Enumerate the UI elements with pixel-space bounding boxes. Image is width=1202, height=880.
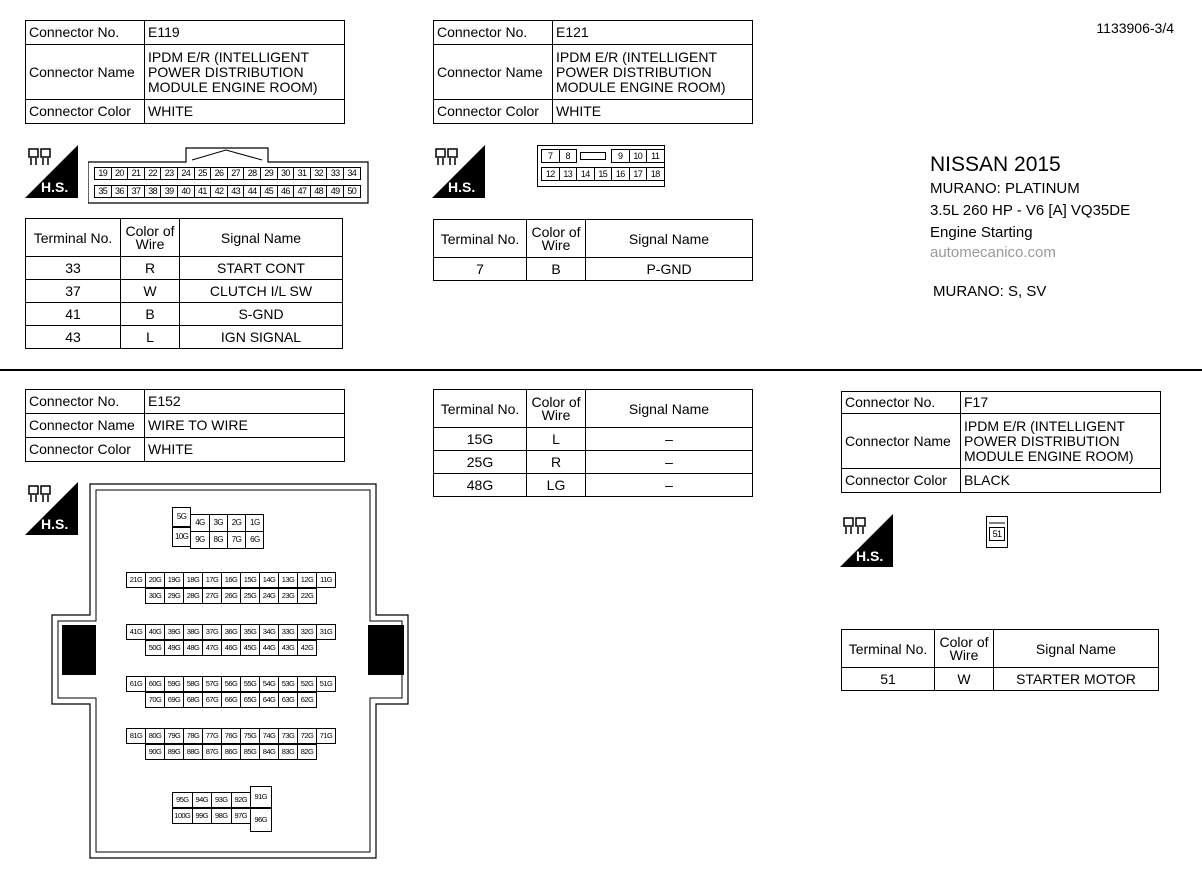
e119-terminal-table: Terminal No. Color of Wire Signal Name 33 R START CONT 37 W CLUTCH I/L SW 41 B S-GND 43 L IGN SIGNAL [25,218,343,349]
e119-connector-no: E119 [145,21,345,45]
site-name: automecanico.com [930,244,1056,261]
f17-connector-color: BLACK [961,469,1161,493]
connector-pin: 4G [190,514,209,532]
connector-pin: 29 [260,167,278,180]
table-row: 7 B P-GND [434,258,753,281]
table-row: 41 B S-GND [26,303,343,326]
connector-pin: 26G [221,588,241,604]
connector-pin: 83G [278,744,298,760]
connector-pin: 21G [126,572,146,588]
table-row: 48G LG – [434,474,753,497]
connector-pin: 34G [259,624,279,640]
connector-pin: 57G [202,676,222,692]
connector-pin: 8 [559,149,578,163]
connector-pin: 77G [202,728,222,744]
connector-pin: 27 [227,167,245,180]
connector-pin: 80G [145,728,165,744]
connector-pin: 11G [316,572,336,588]
connector-pin: 60G [145,676,165,692]
connector-pin: 62G [297,692,317,708]
connector-pin: 39G [164,624,184,640]
connector-pin: 75G [240,728,260,744]
connector-pin: 59G [164,676,184,692]
connector-pin: 24G [259,588,279,604]
connector-pin: 71G [316,728,336,744]
connector-pin: 69G [164,692,184,708]
connector-pin: 61G [126,676,146,692]
connector-pin: 33G [278,624,298,640]
connector-pin: 70G [145,692,165,708]
connector-pin: 17 [629,167,648,181]
connector-pin: 89G [164,744,184,760]
connector-pin: 100G [172,808,193,824]
connector-pin: 10G [172,527,191,547]
connector-pin: 46 [277,185,295,198]
connector-pin: 87G [202,744,222,760]
connector-pin: 16G [221,572,241,588]
connector-pin: 58G [183,676,203,692]
connector-pin: 10 [629,149,648,163]
connector-pin: 9 [611,149,630,163]
connector-pin: 90G [145,744,165,760]
connector-pin: 76G [221,728,241,744]
e121-terminal-table: Terminal No. Color of Wire Signal Name 7 B P-GND [433,219,753,281]
connector-pin: 88G [183,744,203,760]
e152-connector-no: E152 [145,390,345,414]
connector-pin: 40 [177,185,195,198]
connector-pin: 31G [316,624,336,640]
connector-pin: 34 [343,167,361,180]
e121-info-table: Connector No. E121 Connector Name IPDM E/R (INTELLIGENT POWER DISTRIBUTION MODULE ENGINE ROOM) Connector Color WHITE [433,20,753,124]
connector-pin: 43G [278,640,298,656]
connector-pin: 82G [297,744,317,760]
connector-pin: 30G [145,588,165,604]
connector-pin: 37G [202,624,222,640]
connector-pin: 73G [278,728,298,744]
connector-pin: 28 [243,167,261,180]
connector-pin: 12G [297,572,317,588]
connector-pin: 68G [183,692,203,708]
connector-pin: 38G [183,624,203,640]
connector-pin: 96G [250,808,272,832]
vehicle-variant: MURANO: S, SV [933,283,1047,300]
connector-pin: 46G [221,640,241,656]
connector-pin: 12 [541,167,560,181]
table-row: 43 L IGN SIGNAL [26,326,343,349]
connector-pin: 27G [202,588,222,604]
connector-pin: 32 [310,167,328,180]
connector-pin: 35G [240,624,260,640]
f17-info-table: Connector No. F17 Connector Name IPDM E/R (INTELLIGENT POWER DISTRIBUTION MODULE ENGINE ROOM) Connector Color BLACK [841,391,1161,493]
connector-pin: 23G [278,588,298,604]
connector-pin: 81G [126,728,146,744]
connector-pin: 84G [259,744,279,760]
connector-pin: 13 [559,167,578,181]
connector-pin: 41G [126,624,146,640]
connector-pin: 45 [260,185,278,198]
e152-harness-side-icon: H.S. [25,482,78,535]
vehicle-system: Engine Starting [930,224,1033,241]
connector-pin: 7 [541,149,560,163]
connector-pin: 26 [210,167,228,180]
connector-pin: 36 [111,185,129,198]
e119-harness-side-icon: H.S. [25,145,78,198]
connector-pin: 2G [227,514,246,532]
vehicle-model: MURANO: PLATINUM [930,180,1080,197]
connector-pin: 3G [209,514,228,532]
f17-pin: 51 [989,527,1005,541]
connector-pin: 50G [145,640,165,656]
connector-pin: 95G [172,792,193,808]
connector-pin: 32G [297,624,317,640]
connector-pin: 49G [164,640,184,656]
connector-pin: 56G [221,676,241,692]
connector-pin: 65G [240,692,260,708]
connector-pin: 48G [183,640,203,656]
connector-pin: 1G [245,514,264,532]
connector-pin: 17G [202,572,222,588]
connector-pin: 54G [259,676,279,692]
connector-pin: 43 [227,185,245,198]
connector-pin: 74G [259,728,279,744]
connector-pin: 6G [245,531,264,549]
connector-pin: 19 [94,167,112,180]
connector-pin: 91G [250,786,272,808]
table-row: 51 W STARTER MOTOR [842,668,1159,691]
connector-pin: 19G [164,572,184,588]
connector-pin: 42 [210,185,228,198]
page-reference: 1133906-3/4 [1096,20,1174,36]
e119-info-table: Connector No. E119 Connector Name IPDM E/R (INTELLIGENT POWER DISTRIBUTION MODULE ENGINE ROOM) Connector Color WHITE [25,20,345,124]
connector-pin: 97G [231,808,252,824]
f17-connector-face [986,516,1008,548]
connector-pin: 48 [310,185,328,198]
connector-pin: 36G [221,624,241,640]
connector-pin: 94G [192,792,213,808]
connector-pin: 39 [160,185,178,198]
connector-pin: 29G [164,588,184,604]
connector-pin: 45G [240,640,260,656]
connector-pin: 42G [297,640,317,656]
connector-pin: 44G [259,640,279,656]
connector-pin: 28G [183,588,203,604]
connector-pin: 41 [194,185,212,198]
connector-pin: 47G [202,640,222,656]
e121-connector-color: WHITE [553,100,753,124]
connector-pin: 79G [164,728,184,744]
connector-key [580,152,606,160]
connector-pin: 98G [211,808,232,824]
f17-terminal-table: Terminal No. Color of Wire Signal Name 51 W STARTER MOTOR [841,629,1159,691]
connector-pin: 99G [192,808,213,824]
connector-pin: 8G [209,531,228,549]
connector-pin: 11 [646,149,665,163]
connector-pin: 93G [211,792,232,808]
connector-pin: 22G [297,588,317,604]
table-row: 15G L – [434,428,753,451]
e121-connector-name: IPDM E/R (INTELLIGENT POWER DISTRIBUTION MODULE ENGINE ROOM) [553,45,753,100]
connector-pin: 25G [240,588,260,604]
e152-info-table: Connector No. E152 Connector Name WIRE TO WIRE Connector Color WHITE [25,389,345,462]
connector-pin: 5G [172,507,191,527]
vehicle-make-year: NISSAN 2015 [930,153,1061,176]
connector-pin: 52G [297,676,317,692]
connector-pin: 24 [177,167,195,180]
connector-pin: 9G [190,531,209,549]
connector-pin: 51G [316,676,336,692]
connector-pin: 21 [127,167,145,180]
e119-connector-color: WHITE [145,100,345,124]
e121-connector-no: E121 [553,21,753,45]
connector-pin: 72G [297,728,317,744]
connector-pin: 44 [243,185,261,198]
connector-pin: 92G [231,792,252,808]
vehicle-info [930,153,1130,300]
connector-pin: 18G [183,572,203,588]
connector-pin: 20 [111,167,129,180]
connector-pin: 14G [259,572,279,588]
table-row: 33 R START CONT [26,257,343,280]
connector-pin: 23 [160,167,178,180]
connector-pin: 78G [183,728,203,744]
connector-pin: 30 [277,167,295,180]
e152-terminal-table: Terminal No. Color of Wire Signal Name 15G L – 25G R – 48G LG – [433,389,753,497]
connector-pin: 63G [278,692,298,708]
connector-pin: 35 [94,185,112,198]
e119-connector-name: IPDM E/R (INTELLIGENT POWER DISTRIBUTION MODULE ENGINE ROOM) [145,45,345,100]
connector-pin: 13G [278,572,298,588]
e121-connector-face [537,145,665,187]
f17-harness-side-icon: H.S. [840,514,893,567]
table-row: 25G R – [434,451,753,474]
e119-connector-face [88,145,370,205]
connector-pin: 50 [343,185,361,198]
connector-pin: 25 [194,167,212,180]
connector-pin: 20G [145,572,165,588]
connector-pin: 15G [240,572,260,588]
connector-pin: 7G [227,531,246,549]
section-divider [0,369,1202,371]
f17-connector-name: IPDM E/R (INTELLIGENT POWER DISTRIBUTION MODULE ENGINE ROOM) [961,414,1161,469]
connector-pin: 18 [646,167,665,181]
connector-pin: 86G [221,744,241,760]
table-row: 37 W CLUTCH I/L SW [26,280,343,303]
connector-pin: 64G [259,692,279,708]
connector-pin: 47 [293,185,311,198]
connector-pin: 16 [611,167,630,181]
connector-pin: 22 [144,167,162,180]
connector-pin: 66G [221,692,241,708]
connector-pin: 49 [326,185,344,198]
connector-pin: 40G [145,624,165,640]
connector-pin: 31 [293,167,311,180]
e152-connector-name: WIRE TO WIRE [145,414,345,438]
e152-connector-face [50,482,410,862]
connector-pin: 67G [202,692,222,708]
vehicle-engine: 3.5L 260 HP - V6 [A] VQ35DE [930,202,1131,219]
connector-pin: 33 [326,167,344,180]
connector-pin: 55G [240,676,260,692]
f17-connector-no: F17 [961,392,1161,414]
connector-pin: 37 [127,185,145,198]
connector-pin: 15 [594,167,613,181]
connector-pin: 85G [240,744,260,760]
connector-pin: 38 [144,185,162,198]
connector-pin: 14 [576,167,595,181]
e152-connector-color: WHITE [145,438,345,462]
connector-pin: 53G [278,676,298,692]
e121-harness-side-icon: H.S. [432,145,485,198]
